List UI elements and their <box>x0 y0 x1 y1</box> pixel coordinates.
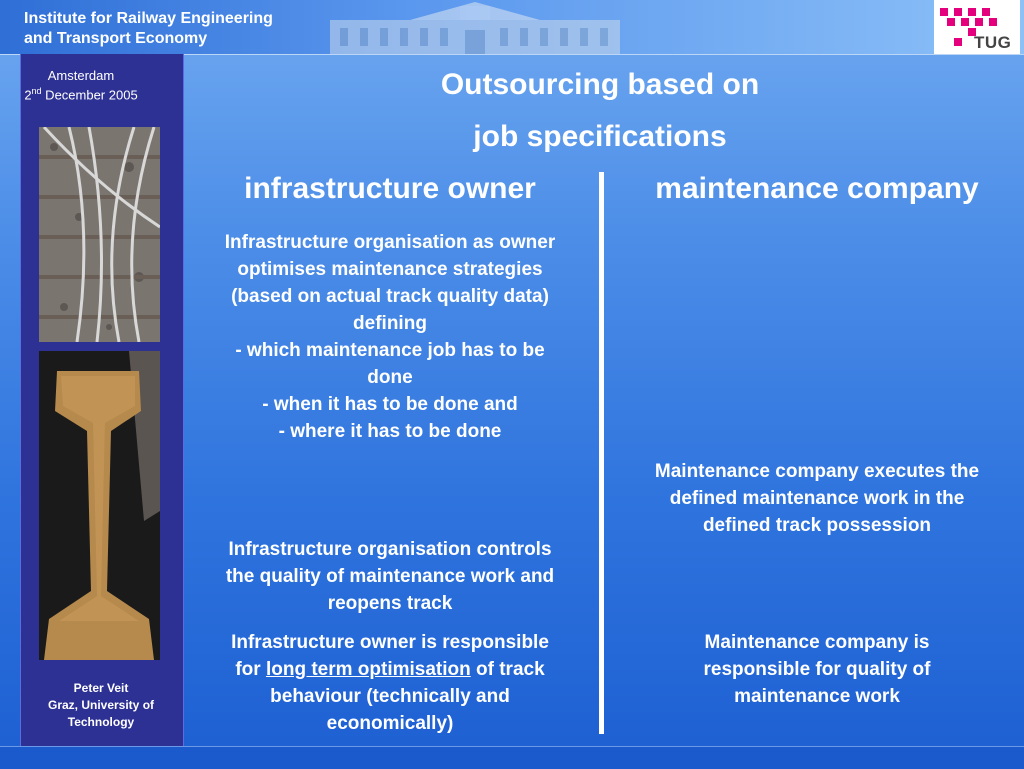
building-header-image <box>310 0 640 54</box>
text-line: defining <box>353 313 427 334</box>
left-block-responsibility <box>180 629 600 737</box>
text-line: behaviour (technically and <box>270 686 510 707</box>
right-block-execution <box>612 458 1022 539</box>
slide-title-line-1: Outsourcing based on <box>440 68 760 101</box>
text-line: done <box>367 367 413 388</box>
text-line: responsible for quality of <box>703 659 931 680</box>
author-affiliation-1: Graz, University of <box>47 698 155 712</box>
text-line: optimises maintenance strategies <box>237 259 543 280</box>
text-line: maintenance work <box>734 686 900 707</box>
text-line: economically) <box>326 713 454 734</box>
text-line: Infrastructure organisation controls <box>228 539 552 560</box>
date-day: 2 <box>24 87 32 103</box>
left-block-strategy <box>180 229 600 445</box>
railway-switch-photo <box>39 127 160 342</box>
text-line: the quality of maintenance work and <box>225 566 555 587</box>
sidebar-city: Amsterdam <box>47 68 115 83</box>
text-line: Infrastructure organisation as owner <box>224 232 556 253</box>
institute-line-1: Institute for Railway Engineering <box>24 10 273 27</box>
tug-logo-text: TUG <box>974 33 1012 52</box>
text-line: - where it has to be done <box>278 421 502 442</box>
text-line: Maintenance company is <box>704 632 930 653</box>
left-column-header: infrastructure owner <box>244 172 536 205</box>
text-line: Maintenance company executes the <box>654 461 980 482</box>
institute-line-2: and Transport Economy <box>24 30 208 47</box>
footer-bar <box>0 746 1024 769</box>
institute-name <box>24 9 273 49</box>
author-name: Peter Veit <box>73 681 129 695</box>
author-affiliation-2: Technology <box>67 715 135 729</box>
date-suffix: nd <box>31 86 42 96</box>
right-column-header: maintenance company <box>655 172 979 205</box>
text-line <box>180 656 600 683</box>
right-block-responsibility <box>612 629 1022 710</box>
author-info <box>20 680 182 731</box>
date-rest: December 2005 <box>41 87 138 103</box>
text-fragment: for <box>235 659 266 680</box>
text-line: defined track possession <box>702 515 932 536</box>
underlined-term: long term optimisation <box>265 659 471 680</box>
rail-profile-photo <box>39 351 160 660</box>
text-line: reopens track <box>327 593 453 614</box>
text-line: - which maintenance job has to be <box>235 340 545 361</box>
text-line: defined maintenance work in the <box>669 488 965 509</box>
slide-title-line-2: job specifications <box>473 120 727 153</box>
text-line: - when it has to be done and <box>262 394 518 415</box>
text-fragment: of track <box>470 659 545 680</box>
text-line: (based on actual track quality data) <box>231 286 549 307</box>
text-line: Infrastructure owner is responsible <box>231 632 549 653</box>
left-block-quality-control <box>180 536 600 617</box>
sidebar-date <box>0 86 162 102</box>
